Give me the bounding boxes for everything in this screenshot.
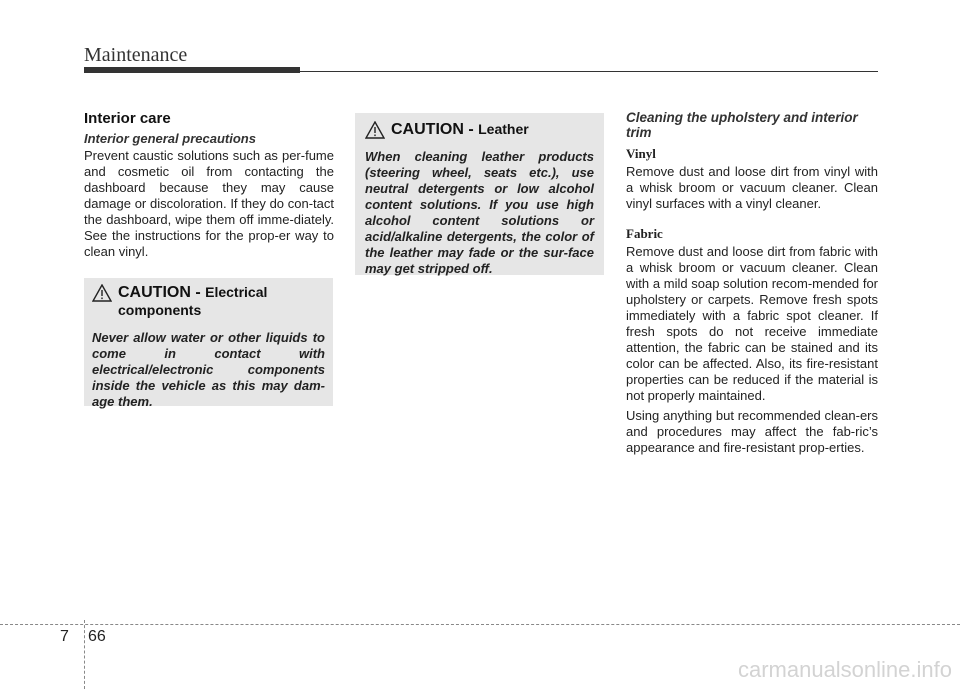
chapter-number: 7 — [60, 628, 69, 645]
caution-topic: Leather — [478, 121, 529, 137]
vinyl-paragraph: Remove dust and loose dirt from vinyl with a whisk broom or vacuum cleaner. Clean vinyl surfaces with a vinyl cleaner. — [626, 164, 878, 211]
caution-box-electrical — [84, 278, 333, 409]
fabric-paragraph-2: Using anything but recommended clean-ers and procedures may affect the fab-ric’s appearance and fire-resistant prop-erties. — [626, 408, 878, 455]
fabric-paragraph: Remove dust and loose dirt from fabric with a whisk broom or vacuum cleaner. Clean with a mild soap solution recom-mended for upholstery or carpets. Remove fresh spots immediately with a fabric spot cleaner. If fresh spots do not receive immediate attention, the fabric can be stained and its color can be affected. Also, its fire-resistant properties can be reduced if the material is not properly maintained. — [626, 244, 878, 403]
caution-box-leather — [355, 113, 604, 275]
body-paragraph: Prevent caustic solutions such as per-fume and cosmetic oil from contacting the dashboard because they may cause damage or discoloration. If they do con-tact the dashboard, wipe them off imme-diately. See the instructions for the prop-er way to clean vinyl. — [84, 148, 334, 259]
section-heading: Interior care — [84, 110, 171, 127]
footer-divider — [84, 620, 85, 689]
warning-triangle-icon — [92, 284, 112, 302]
header-bar — [84, 67, 300, 73]
watermark: carmanualsonline.info — [737, 657, 952, 682]
page-number: 66 — [88, 628, 106, 645]
fabric-heading: Fabric — [626, 226, 663, 241]
section-heading-upholstery: Cleaning the upholstery and interior trim — [626, 110, 858, 140]
right-column — [626, 110, 878, 456]
header-rule — [300, 71, 878, 72]
page-header-title: Maintenance — [84, 44, 188, 66]
left-column — [84, 110, 334, 260]
caution-header — [365, 121, 594, 139]
caution-topic: Electrical components — [118, 284, 268, 318]
warning-triangle-icon — [365, 121, 385, 139]
caution-label: CAUTION - — [391, 121, 474, 138]
vinyl-heading: Vinyl — [626, 146, 656, 161]
caution-header — [92, 284, 325, 320]
caution-text: Never allow water or other liquids to come in contact with electrical/electronic components inside the vehicle as this may dam-age them. — [92, 330, 325, 409]
footer-rule — [0, 624, 960, 625]
caution-text: When cleaning leather products (steering wheel, seats etc.), use neutral detergents or low alcohol content solutions. If you use high alcohol content solutions or acid/alkaline detergents, the color of the leather may fade or the sur-face may get stripped off. — [365, 149, 594, 276]
subheading: Interior general precautions — [84, 131, 256, 146]
caution-label: CAUTION - — [118, 284, 201, 301]
